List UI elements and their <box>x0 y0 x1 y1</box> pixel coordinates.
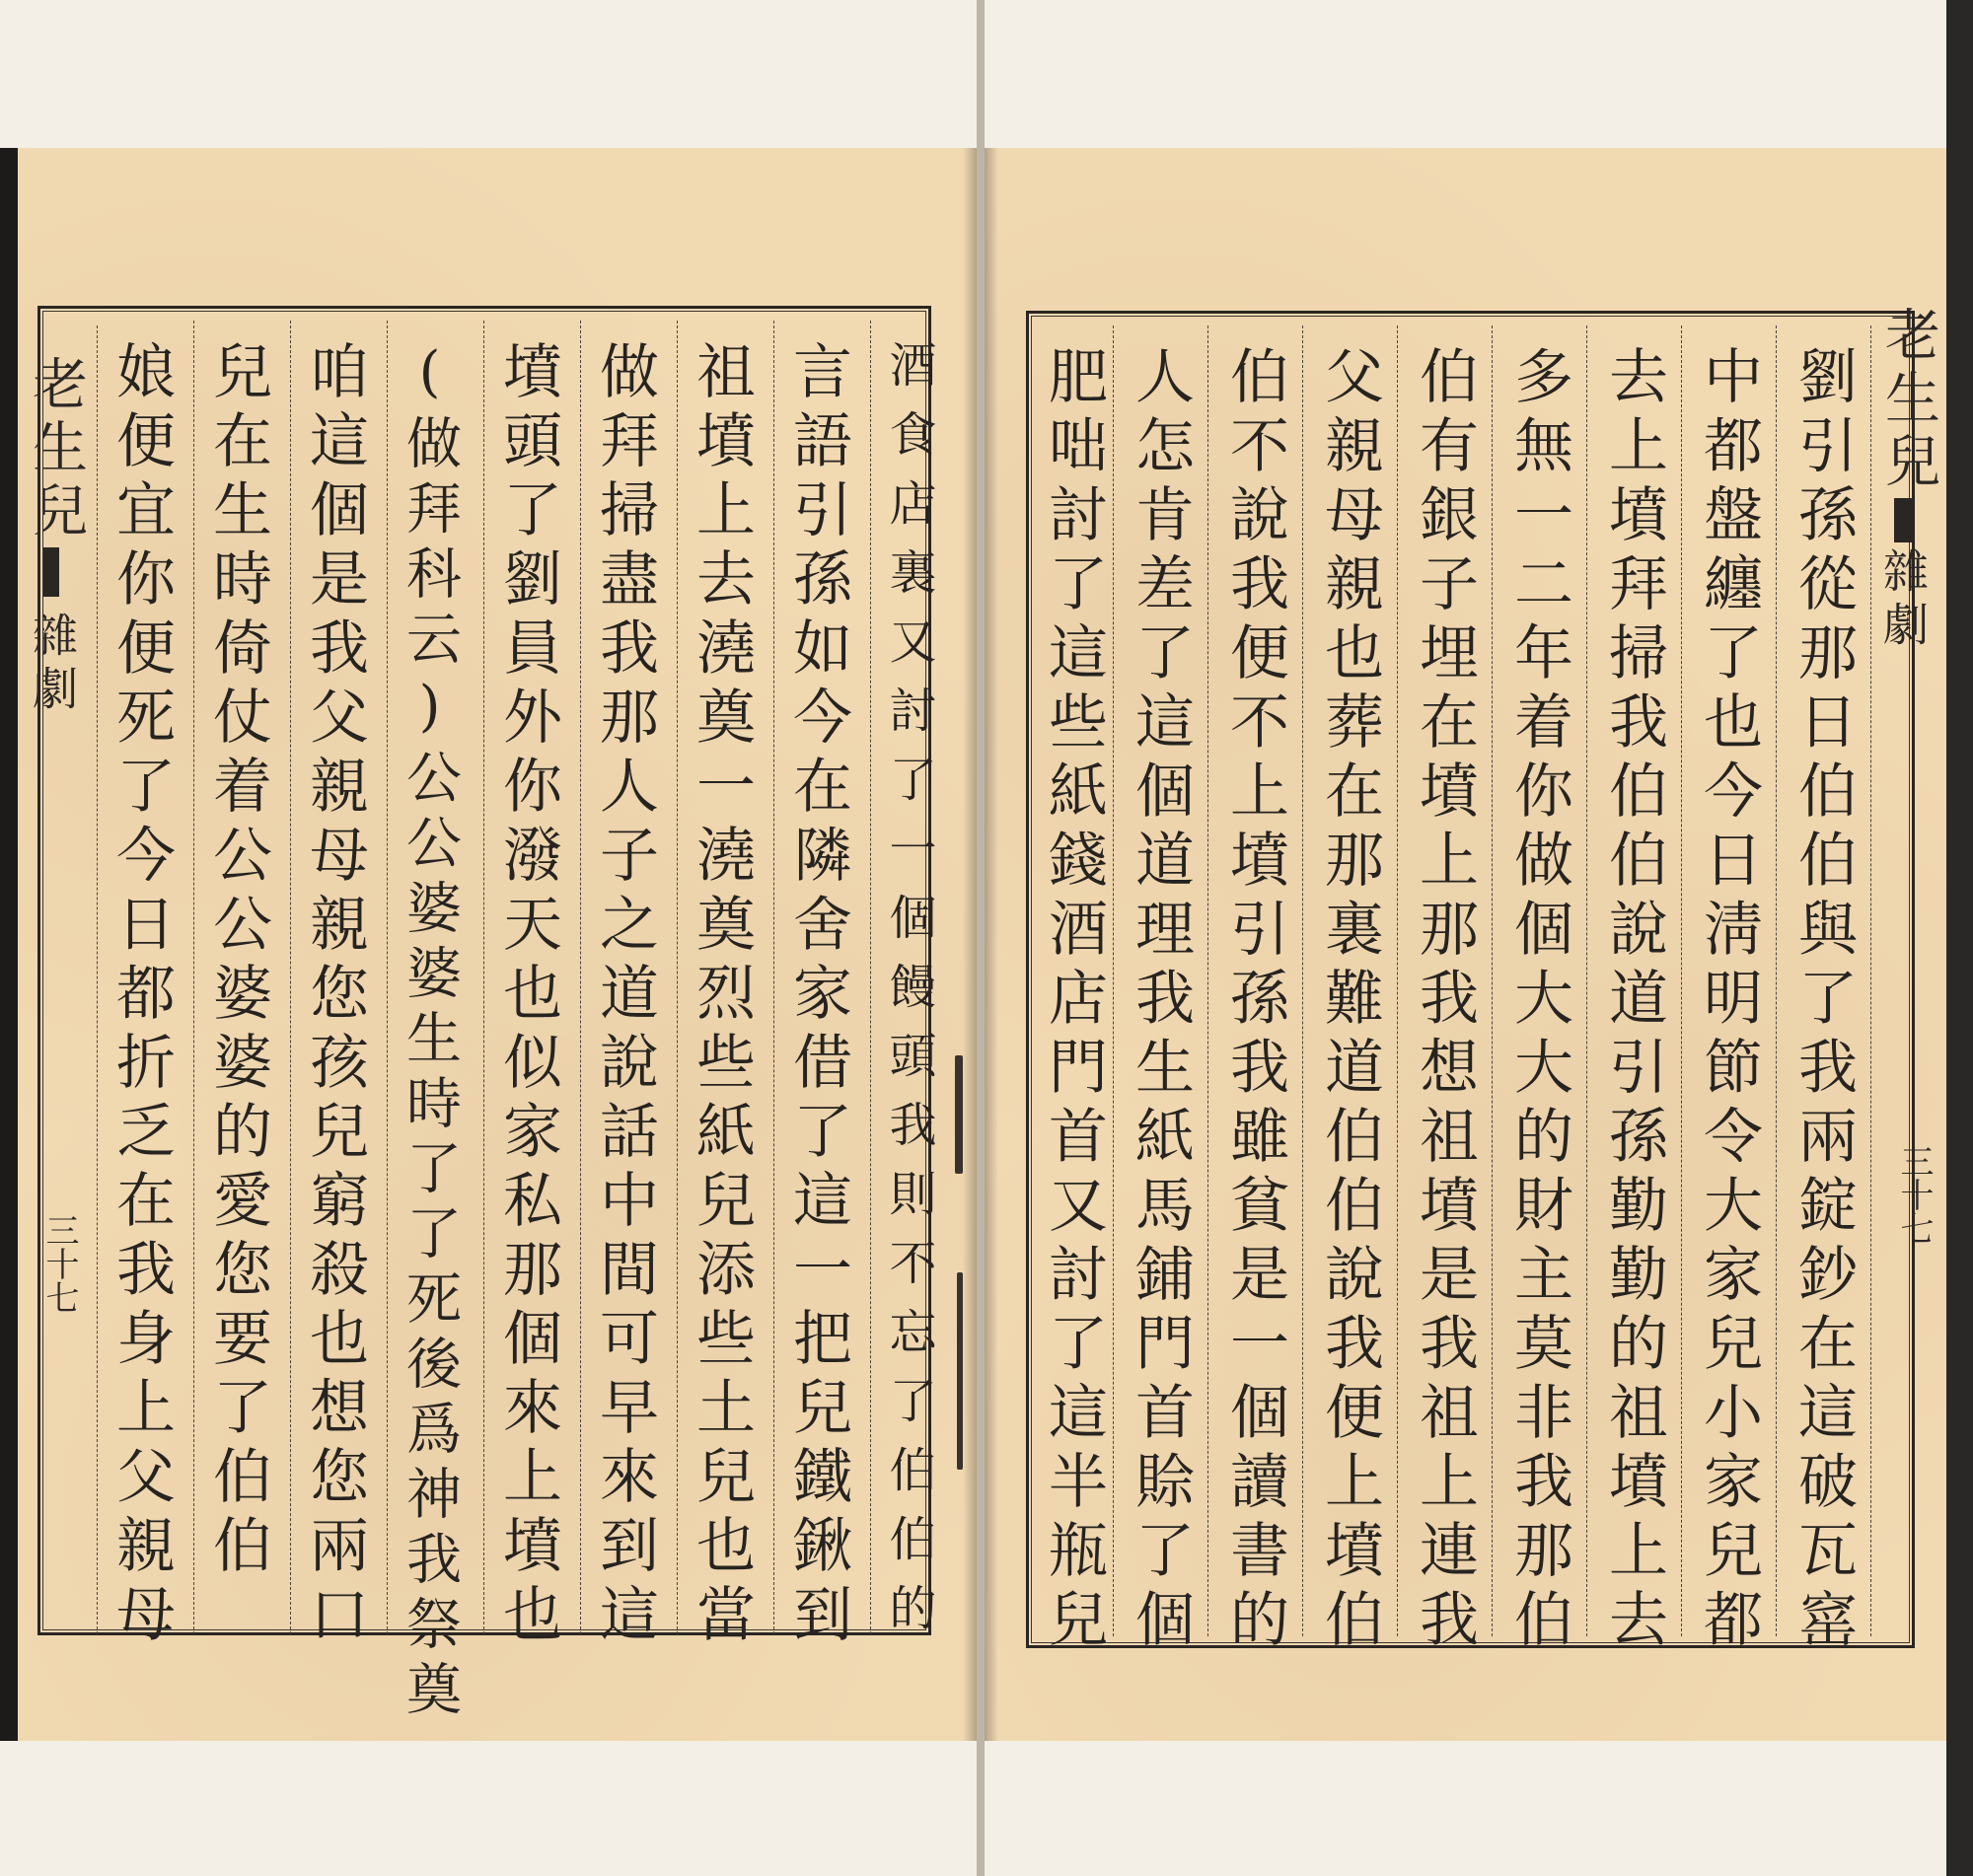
right-page <box>985 148 1946 1741</box>
left-margin-page-number: 三十七 <box>39 1213 79 1314</box>
right-divider <box>1113 325 1114 1636</box>
left-divider <box>580 321 581 1634</box>
right-divider <box>1776 325 1777 1636</box>
right-text-column: 去上墳拜掃我伯伯說道引孫勤勤的祖墳上去 <box>1599 345 1668 1657</box>
gutter-shadow-right <box>985 148 998 1741</box>
ink-mark <box>955 1055 963 1174</box>
right-divider <box>1207 325 1208 1636</box>
left-page <box>18 148 977 1741</box>
left-text-column: 咱這個是我父親母親您孩兒窮殺也想您兩口 <box>300 340 369 1652</box>
left-margin-title: 老生兒 <box>24 355 88 544</box>
right-text-column: 中都盤纏了也今日淸明節令大家兒小家兒都 <box>1694 345 1763 1657</box>
left-divider <box>387 321 388 1634</box>
left-divider <box>97 325 98 1634</box>
left-divider <box>870 321 871 1634</box>
left-divider <box>773 321 774 1634</box>
right-divider <box>1492 325 1493 1636</box>
right-divider <box>1397 325 1398 1636</box>
right-text-column: 伯有銀子埋在墳上那我想祖墳是我祖上連我 <box>1410 345 1479 1657</box>
left-divider <box>483 321 484 1634</box>
right-margin-section: 雜劇 <box>1876 547 1930 654</box>
right-text-column: 劉引孫從那日伯伯與了我兩錠鈔在這破瓦窰 <box>1789 345 1858 1657</box>
left-divider <box>290 321 291 1634</box>
right-margin-page-number: 三十七 <box>1894 1144 1934 1245</box>
right-divider <box>1870 325 1871 1636</box>
right-text-column: 父親母親也葬在那裏難道伯伯說我便上墳伯 <box>1315 345 1384 1657</box>
flyleaf-top-right <box>985 0 1946 148</box>
gutter-shadow-left <box>963 148 977 1741</box>
left-text-column: 言語引孫如今在隣舍家借了這一把兒鐵鍬到 <box>783 340 852 1652</box>
left-text-column: 墳頭了劉員外你潑天也似家私那個來上墳也 <box>493 340 562 1652</box>
flyleaf-bottom-right <box>985 1741 1946 1876</box>
right-text-column: 多無一二年着你做個大大的財主莫非我那伯 <box>1504 345 1573 1657</box>
left-divider <box>677 321 678 1634</box>
right-margin-title: 老生兒 <box>1876 306 1940 495</box>
flyleaf-top-left <box>0 0 977 148</box>
ink-mark <box>957 1272 963 1470</box>
right-text-column: 肥咄討了這些紙錢酒店門首又討了這半瓶兒 <box>1039 345 1108 1657</box>
right-fish-tail <box>1894 498 1912 542</box>
book-gutter <box>977 0 985 1876</box>
flyleaf-bottom-left <box>0 1741 977 1876</box>
right-text-column: 伯不說我便不上墳引孫我雖貧是一個讀書的 <box>1220 345 1289 1657</box>
left-text-column: 娘便宜你便死了今日都折乏在我身上父親母 <box>107 340 176 1652</box>
left-text-column: 祖墳上去澆奠一澆奠烈些紙兒添些土兒也當 <box>687 340 756 1652</box>
left-text-column: 做拜掃盡我那人子之道說話中間可早來到這 <box>590 340 659 1652</box>
right-divider <box>1586 325 1587 1636</box>
left-divider <box>193 321 194 1634</box>
left-text-column: 酒食店裏又討了一個饅頭我則不忘了伯伯的 <box>881 340 936 1652</box>
right-text-column: 人怎肯差了這個道理我生紙馬鋪門首賒了個 <box>1126 345 1195 1657</box>
left-text-column: (做拜科云)公公婆婆生時了了死後爲神我祭奠 <box>398 340 462 1725</box>
book-edge-right <box>1946 0 1973 1876</box>
right-divider <box>1681 325 1682 1636</box>
right-divider <box>1302 325 1303 1636</box>
left-margin-section: 雜劇 <box>26 612 79 718</box>
left-text-column: 兒在生時倚仗着公公婆婆的愛您要了伯伯 <box>203 340 272 1583</box>
